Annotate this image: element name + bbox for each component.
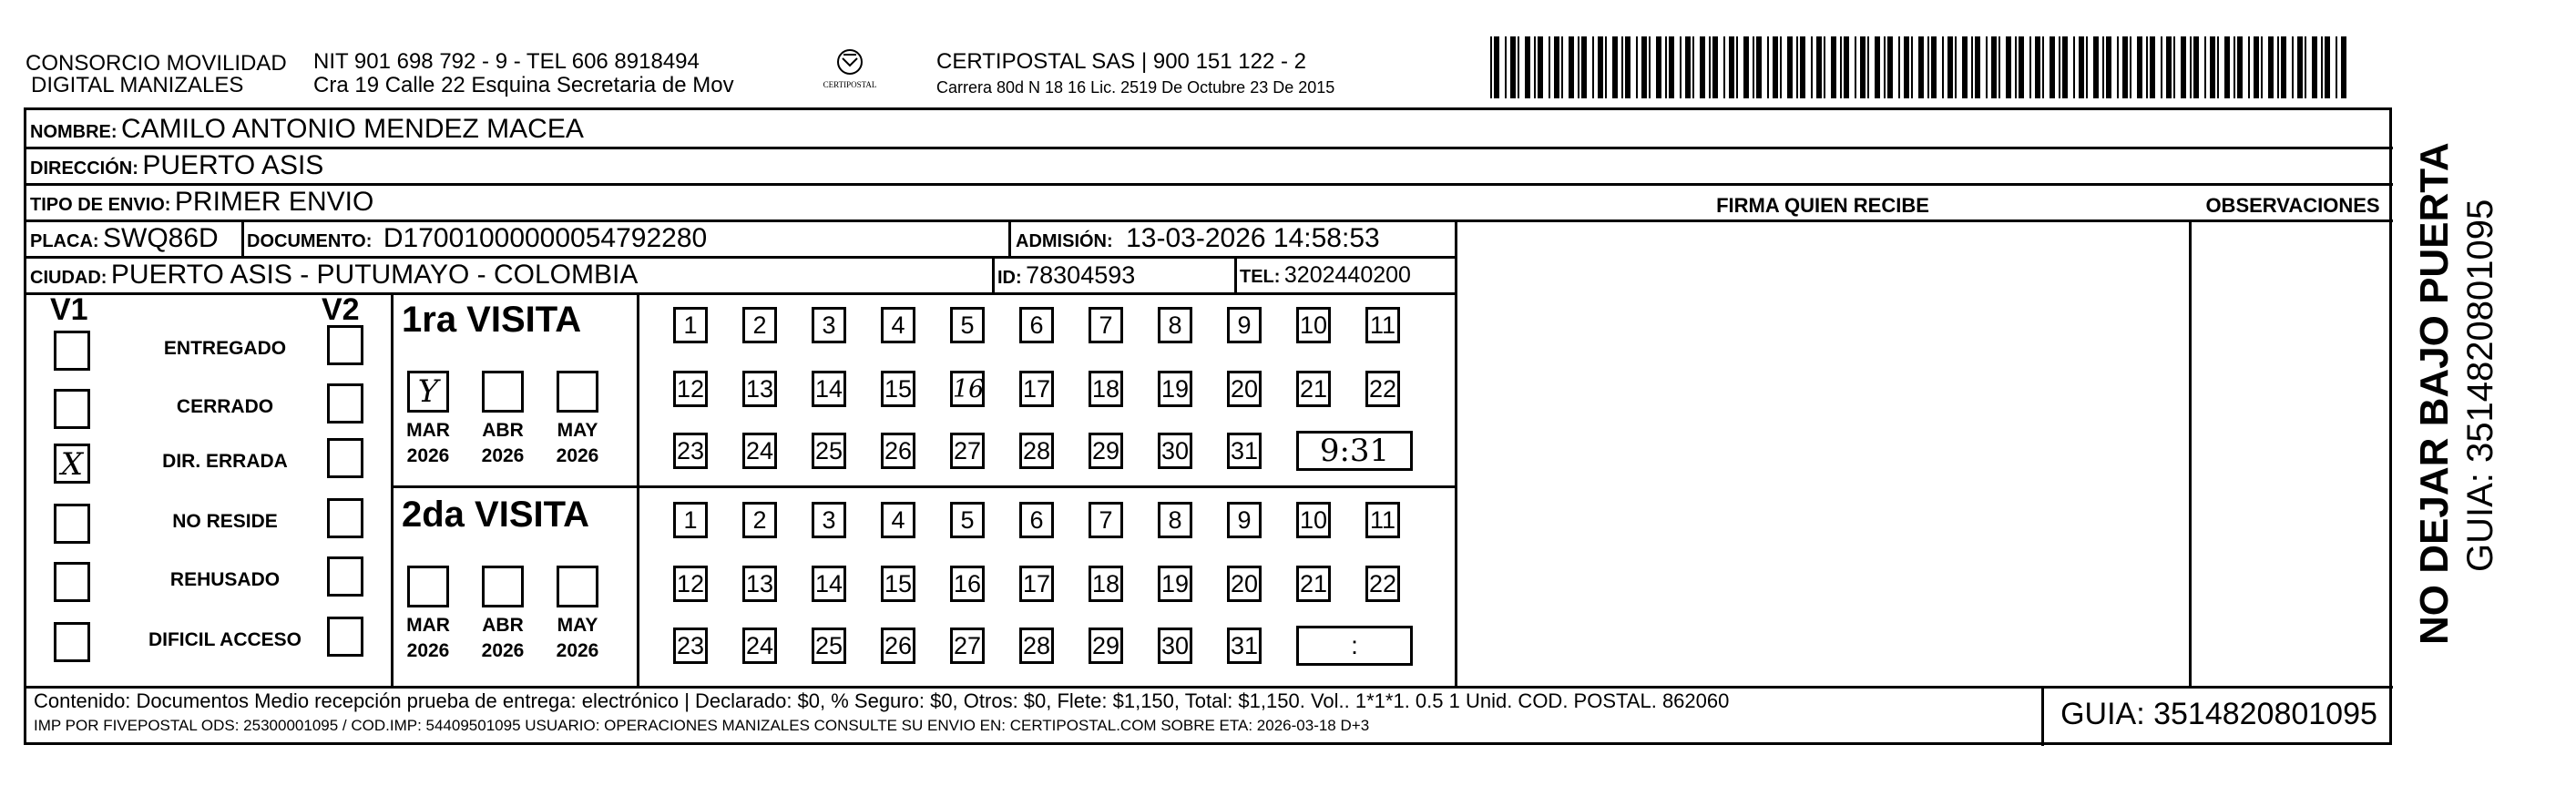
- barcode-bar: [1561, 36, 1563, 98]
- barcode-bar: [2173, 36, 2175, 98]
- day-box[interactable]: 29: [1089, 433, 1123, 469]
- tipo-envio-field: [30, 187, 373, 222]
- barcode-bar: [2122, 36, 2128, 98]
- day-box[interactable]: 26: [881, 433, 915, 469]
- barcode-bar: [2210, 36, 2215, 98]
- barcode-bar: [1510, 36, 1516, 98]
- barcode-bar: [1904, 36, 1909, 98]
- visit-time-box[interactable]: 9:31: [1296, 431, 1413, 471]
- barcode-bar: [1709, 36, 1711, 98]
- logo-text: CERTIPOSTAL: [823, 80, 877, 89]
- day-box[interactable]: 23: [673, 628, 708, 664]
- day-box[interactable]: 14: [812, 371, 846, 407]
- barcode-bar: [1490, 36, 1492, 98]
- placa-value: SWQ86D: [103, 223, 219, 253]
- barcode-bar: [2190, 36, 2192, 98]
- barcode-bar: [1700, 36, 1705, 98]
- day-box[interactable]: 30: [1158, 433, 1192, 469]
- barcode-bar: [2325, 36, 2330, 98]
- barcode-bar: [2268, 36, 2274, 98]
- barcode-bar: [1621, 36, 1623, 98]
- barcode-bar: [1549, 36, 1550, 98]
- ciudad-value: PUERTO ASIS - PUTUMAYO - COLOMBIA: [110, 260, 639, 290]
- barcode-bar: [2336, 36, 2337, 98]
- barcode-bar: [1592, 36, 1594, 98]
- day-box[interactable]: 3: [812, 307, 846, 343]
- day-box[interactable]: 16: [950, 371, 985, 407]
- observaciones-label: OBSERVACIONES: [2205, 194, 2380, 217]
- address-line: Cra 19 Calle 22 Esquina Secretaria de Mov: [313, 73, 734, 97]
- day-box[interactable]: 5: [950, 307, 985, 343]
- barcode-bar: [1955, 36, 1957, 98]
- month-checkbox[interactable]: [557, 371, 598, 413]
- barcode-bar: [2297, 36, 2303, 98]
- v2-label: V2: [322, 292, 360, 327]
- barcode-bar: [1867, 36, 1869, 98]
- status-label: NO RESIDE: [172, 511, 278, 532]
- guia-footer: GUIA: 3514820801095: [2060, 697, 2377, 731]
- v2-checkbox[interactable]: [327, 556, 363, 597]
- day-box[interactable]: 9: [1227, 307, 1262, 343]
- month-checkbox[interactable]: [557, 566, 598, 607]
- ciudad-label: CIUDAD:: [30, 268, 107, 288]
- day-box[interactable]: 24: [742, 628, 777, 664]
- barcode-bar: [2237, 36, 2243, 98]
- barcode-bar: [1581, 36, 1587, 98]
- barcode-bar: [2224, 36, 2230, 98]
- day-box[interactable]: 31: [1227, 628, 1262, 664]
- barcode-bar: [1612, 36, 1618, 98]
- day-box[interactable]: 1: [673, 502, 708, 538]
- v2-checkbox[interactable]: [327, 617, 363, 657]
- barcode-bar: [2254, 36, 2259, 98]
- nombre-value: CAMILO ANTONIO MENDEZ MACEA: [121, 114, 584, 144]
- day-box[interactable]: 11: [1365, 502, 1400, 538]
- barcode-bar: [1927, 36, 1929, 98]
- barcode-bar: [1824, 36, 1825, 98]
- barcode-bar: [1723, 36, 1725, 98]
- day-box[interactable]: 20: [1227, 371, 1262, 407]
- barcode-bar: [2161, 36, 2162, 98]
- company-name-line2: DIGITAL MANIZALES: [31, 73, 244, 97]
- admision-label: ADMISIÓN:: [1016, 231, 1113, 251]
- year-label: 2026: [556, 445, 599, 466]
- barcode-bar: [1680, 36, 1682, 98]
- barcode-bar: [1669, 36, 1674, 98]
- ciudad-field: [30, 260, 638, 295]
- day-box[interactable]: 13: [742, 371, 777, 407]
- barcode-bar: [1743, 36, 1749, 98]
- day-box[interactable]: 13: [742, 566, 777, 602]
- barcode-bar: [2248, 36, 2250, 98]
- barcode-bar: [1816, 36, 1822, 98]
- year-label: 2026: [406, 640, 450, 661]
- barcode-bar: [1800, 36, 1805, 98]
- barcode-bar: [2292, 36, 2294, 98]
- day-box[interactable]: 3: [812, 502, 846, 538]
- placa-label: PLACA:: [30, 231, 99, 251]
- day-box[interactable]: 28: [1019, 433, 1054, 469]
- month-checkbox[interactable]: [482, 371, 524, 413]
- nit-line: NIT 901 698 792 - 9 - TEL 606 8918494: [313, 49, 700, 74]
- barcode-bar: [1844, 36, 1849, 98]
- month-checkbox[interactable]: [407, 566, 449, 607]
- day-box[interactable]: 25: [812, 628, 846, 664]
- barcode-bar: [2193, 36, 2199, 98]
- visit-title: 1ra VISITA: [402, 300, 582, 340]
- year-label: 2026: [481, 445, 525, 466]
- barcode-bar: [2217, 36, 2219, 98]
- day-box[interactable]: 4: [881, 307, 915, 343]
- direccion-value: PUERTO ASIS: [142, 150, 324, 180]
- barcode-bar: [1780, 36, 1782, 98]
- day-box[interactable]: 23: [673, 433, 708, 469]
- v2-checkbox[interactable]: [327, 325, 363, 365]
- barcode-bar: [1578, 36, 1579, 98]
- day-box[interactable]: 12: [673, 371, 708, 407]
- day-box[interactable]: 18: [1089, 566, 1123, 602]
- barcode-bar: [2277, 36, 2279, 98]
- day-box[interactable]: 17: [1019, 371, 1054, 407]
- status-label: DIR. ERRADA: [162, 451, 288, 472]
- day-box[interactable]: 4: [881, 502, 915, 538]
- barcode-bar: [1569, 36, 1574, 98]
- certipostal-logo: [818, 46, 882, 100]
- barcode-bar: [1505, 36, 1507, 98]
- barcode-bar: [1898, 36, 1900, 98]
- imp-text: IMP POR FIVEPOSTAL ODS: 25300001095 / COD.IMP: 54409501095 USUARIO: OPERACIONES MANIZALES CONSULTE SU ENVIO EN: CERTIPOSTAL.COM SOBRE ETA: 2026-03-18 D+3: [34, 717, 1370, 734]
- year-label: 2026: [406, 445, 450, 466]
- tel-label: TEL:: [1240, 267, 1281, 287]
- placa-field: [30, 223, 219, 259]
- day-box[interactable]: 19: [1158, 566, 1192, 602]
- barcode-bar: [1625, 36, 1630, 98]
- day-box[interactable]: 12: [673, 566, 708, 602]
- day-box[interactable]: 20: [1227, 566, 1262, 602]
- barcode-bar: [1947, 36, 1953, 98]
- barcode-bar: [2312, 36, 2317, 98]
- day-box[interactable]: 27: [950, 433, 985, 469]
- v1-checkbox[interactable]: [54, 331, 90, 371]
- month-label: MAR: [406, 615, 450, 636]
- barcode-bar: [1911, 36, 1913, 98]
- day-box[interactable]: 8: [1158, 502, 1192, 538]
- visit-title: 2da VISITA: [402, 495, 589, 535]
- year-label: 2026: [481, 640, 525, 661]
- company-name-line1: CONSORCIO MOVILIDAD: [26, 51, 287, 76]
- day-box[interactable]: 29: [1089, 628, 1123, 664]
- day-box[interactable]: 5: [950, 502, 985, 538]
- day-box[interactable]: 15: [881, 566, 915, 602]
- barcode-bar: [1538, 36, 1543, 98]
- barcode-bar: [2137, 36, 2142, 98]
- tel-value: 3202440200: [1283, 262, 1411, 288]
- barcode-bar: [2035, 36, 2040, 98]
- status-label: DIFICIL ACCESO: [148, 629, 302, 650]
- month-label: ABR: [482, 420, 524, 441]
- direccion-field: [30, 150, 323, 186]
- visit-time-box[interactable]: :: [1296, 626, 1413, 666]
- status-label: REHUSADO: [169, 569, 281, 590]
- day-box[interactable]: 1: [673, 307, 708, 343]
- month-checkbox[interactable]: [482, 566, 524, 607]
- barcode-bar: [2281, 36, 2286, 98]
- barcode-bar: [1796, 36, 1798, 98]
- barcode-bar: [1971, 36, 1973, 98]
- id-label: ID:: [997, 268, 1022, 288]
- barcode-bar: [2150, 36, 2155, 98]
- v2-checkbox[interactable]: [327, 438, 363, 478]
- day-box[interactable]: 18: [1089, 371, 1123, 407]
- barcode-bar: [2234, 36, 2235, 98]
- barcode-bar: [1494, 36, 1499, 98]
- barcode-bar: [1753, 36, 1754, 98]
- barcode-bar: [1998, 36, 2000, 98]
- barcode-bar: [1831, 36, 1836, 98]
- barcode-bar: [2079, 36, 2084, 98]
- month-label: MAR: [406, 420, 450, 441]
- contenido-text: Contenido: Documentos Medio recepción prueba de entrega: electrónico | Declarado: $0, % Seguro: $0, Otros: $0, Flete: $1,150, Total: $1,150. Vol.. 1*1*1. 0.5 1 Unid. COD. POSTAL. 862060: [34, 689, 1730, 712]
- documento-field: [247, 223, 707, 259]
- barcode-bar: [1811, 36, 1813, 98]
- barcode-bar: [2019, 36, 2024, 98]
- tipo-envio-value: PRIMER ENVIO: [174, 187, 374, 217]
- day-box[interactable]: 22: [1365, 566, 1400, 602]
- v1-checkbox[interactable]: [54, 562, 90, 602]
- barcode-bar: [2305, 36, 2306, 98]
- barcode-bar: [1986, 36, 1988, 98]
- v1-checkbox[interactable]: X: [54, 444, 90, 484]
- delivery-form: [24, 107, 2392, 745]
- barcode-bar: [2181, 36, 2186, 98]
- barcode-bar: [1605, 36, 1607, 98]
- barcode-bar: [1641, 36, 1647, 98]
- day-box[interactable]: 14: [812, 566, 846, 602]
- status-label: ENTREGADO: [163, 338, 287, 359]
- day-box[interactable]: 10: [1296, 502, 1331, 538]
- barcode-bar: [2341, 36, 2346, 98]
- day-box[interactable]: 15: [881, 371, 915, 407]
- barcode-bar: [1712, 36, 1718, 98]
- barcode-bar: [2059, 36, 2060, 98]
- day-box[interactable]: 8: [1158, 307, 1192, 343]
- nombre-field: [30, 114, 584, 149]
- barcode-bar: [1534, 36, 1536, 98]
- v1-label: V1: [50, 292, 88, 327]
- month-label: MAY: [557, 420, 598, 441]
- nombre-label: NOMBRE:: [30, 122, 118, 142]
- v1-checkbox[interactable]: [54, 622, 90, 662]
- barcode-bar: [2093, 36, 2099, 98]
- documento-value: D17001000000054792280: [383, 223, 708, 253]
- day-box[interactable]: 2: [742, 307, 777, 343]
- barcode-bar: [1598, 36, 1603, 98]
- license-line: Carrera 80d N 18 16 Lic. 2519 De Octubre 23 De 2015: [936, 78, 1335, 97]
- id-field: [997, 260, 1135, 295]
- barcode-bar: [2204, 36, 2206, 98]
- admision-field: [1016, 223, 1380, 259]
- barcode-bar: [1918, 36, 1924, 98]
- barcode-bar: [1736, 36, 1738, 98]
- barcode-bar: [1787, 36, 1793, 98]
- admision-value: 13-03-2026 14:58:53: [1126, 223, 1380, 253]
- year-label: 2026: [556, 640, 599, 661]
- barcode-bar: [2106, 36, 2111, 98]
- documento-label: DOCUMENTO:: [247, 231, 373, 251]
- day-box[interactable]: 31: [1227, 433, 1262, 469]
- barcode-bar: [1931, 36, 1937, 98]
- barcode-bar: [1756, 36, 1762, 98]
- v2-checkbox[interactable]: [327, 498, 363, 538]
- barcode-bar: [1767, 36, 1769, 98]
- barcode-bar: [2261, 36, 2263, 98]
- barcode: [1490, 36, 2350, 98]
- barcode-bar: [2050, 36, 2055, 98]
- barcode-bar: [1855, 36, 1856, 98]
- tipo-envio-label: TIPO DE ENVIO:: [30, 195, 171, 215]
- no-dejar-bajo-puerta: NO DEJAR BAJO PUERTA: [2412, 142, 2457, 645]
- barcode-bar: [1887, 36, 1893, 98]
- firma-label: FIRMA QUIEN RECIBE: [1716, 194, 1929, 217]
- barcode-bar: [2117, 36, 2119, 98]
- barcode-bar: [1692, 36, 1694, 98]
- barcode-bar: [1729, 36, 1734, 98]
- day-box[interactable]: 2: [742, 502, 777, 538]
- courier-line: CERTIPOSTAL SAS | 900 151 122 - 2: [936, 49, 1306, 74]
- v2-checkbox[interactable]: [327, 383, 363, 424]
- barcode-bar: [2321, 36, 2323, 98]
- barcode-bar: [2015, 36, 2017, 98]
- day-box[interactable]: 26: [881, 628, 915, 664]
- barcode-bar: [1991, 36, 1997, 98]
- barcode-bar: [1875, 36, 1880, 98]
- barcode-bar: [1942, 36, 1944, 98]
- barcode-bar: [2130, 36, 2131, 98]
- barcode-bar: [2166, 36, 2172, 98]
- barcode-bar: [1649, 36, 1651, 98]
- day-box[interactable]: 6: [1019, 502, 1054, 538]
- barcode-bar: [1860, 36, 1866, 98]
- status-label: CERRADO: [176, 396, 274, 417]
- barcode-bar: [1665, 36, 1667, 98]
- barcode-bar: [1518, 36, 1519, 98]
- barcode-bar: [2146, 36, 2148, 98]
- direccion-label: DIRECCIÓN:: [30, 158, 138, 179]
- day-box[interactable]: 28: [1019, 628, 1054, 664]
- barcode-bar: [1636, 36, 1638, 98]
- barcode-bar: [1656, 36, 1661, 98]
- month-label: ABR: [482, 615, 524, 636]
- barcode-bar: [2102, 36, 2104, 98]
- day-box[interactable]: 21: [1296, 566, 1331, 602]
- day-box[interactable]: 6: [1019, 307, 1054, 343]
- barcode-bar: [1884, 36, 1886, 98]
- day-box[interactable]: 22: [1365, 371, 1400, 407]
- barcode-bar: [2086, 36, 2088, 98]
- barcode-bar: [1840, 36, 1842, 98]
- day-box[interactable]: 25: [812, 433, 846, 469]
- day-box[interactable]: 7: [1089, 502, 1123, 538]
- day-box[interactable]: 30: [1158, 628, 1192, 664]
- tel-field: [1240, 260, 1411, 294]
- barcode-bar: [2073, 36, 2075, 98]
- day-box[interactable]: 19: [1158, 371, 1192, 407]
- id-value: 78304593: [1026, 261, 1136, 289]
- barcode-bar: [2029, 36, 2031, 98]
- month-checkbox[interactable]: Y: [407, 371, 449, 413]
- barcode-bar: [2062, 36, 2068, 98]
- day-box[interactable]: 17: [1019, 566, 1054, 602]
- barcode-bar: [2006, 36, 2011, 98]
- v1-checkbox[interactable]: [54, 389, 90, 429]
- day-box[interactable]: 16: [950, 566, 985, 602]
- barcode-bar: [1975, 36, 1980, 98]
- barcode-bar: [1554, 36, 1559, 98]
- day-box[interactable]: 10: [1296, 307, 1331, 343]
- day-box[interactable]: 9: [1227, 502, 1262, 538]
- v1-checkbox[interactable]: [54, 504, 90, 544]
- day-box[interactable]: 11: [1365, 307, 1400, 343]
- barcode-bar: [1525, 36, 1530, 98]
- month-label: MAY: [557, 615, 598, 636]
- day-box[interactable]: 24: [742, 433, 777, 469]
- day-box[interactable]: 21: [1296, 371, 1331, 407]
- barcode-bar: [1962, 36, 1968, 98]
- barcode-bar: [1685, 36, 1691, 98]
- side-guia: GUIA: 3514820801095: [2460, 199, 2500, 572]
- barcode-bar: [1773, 36, 1778, 98]
- barcode-bar: [2042, 36, 2044, 98]
- day-box[interactable]: 27: [950, 628, 985, 664]
- day-box[interactable]: 7: [1089, 307, 1123, 343]
